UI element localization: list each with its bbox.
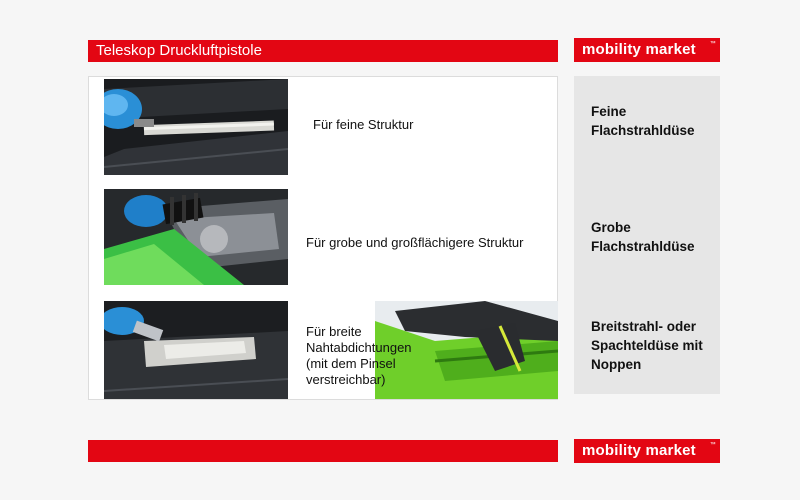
row-description: Für feine Struktur [313, 117, 414, 132]
brand-logo-bottom [574, 439, 720, 463]
title-bar [88, 40, 558, 62]
nozzle-label-line: Flachstrahldüse [591, 239, 695, 254]
row-description: Für grobe und großflächigere Struktur [306, 235, 524, 250]
description-line: verstreichbar) [306, 372, 386, 387]
row-description-wide-seam [306, 324, 412, 388]
brand-logo-top [574, 38, 720, 62]
nozzle-label-line: Noppen [591, 357, 642, 372]
footer-bar [88, 440, 558, 462]
nozzle-label-line: Breitstrahl- oder [591, 319, 697, 334]
trademark-mark: ™ [709, 442, 716, 448]
description-line: Nahtabdichtungen [306, 340, 412, 355]
nozzle-label-fine [591, 102, 716, 140]
trademark-mark: ™ [709, 41, 716, 47]
wide-seam-nozzle-photo [104, 301, 288, 399]
nozzle-type-panel [574, 76, 720, 394]
nozzle-label-line: Grobe [591, 220, 631, 235]
nozzle-label-line: Feine [591, 104, 627, 119]
description-line: Für breite [306, 324, 362, 339]
content-panel [88, 76, 558, 400]
fine-structure-nozzle-photo [104, 79, 288, 175]
coarse-structure-nozzle-photo [104, 189, 288, 285]
nozzle-label-line: Flachstrahldüse [591, 123, 695, 138]
brand-name: mobility market [582, 41, 696, 58]
nozzle-label-wide [591, 317, 716, 374]
page-title: Teleskop Druckluftpistole [96, 42, 262, 59]
nozzle-label-line: Spachteldüse mit [591, 338, 703, 353]
nozzle-label-coarse [591, 218, 716, 256]
brand-name: mobility market [582, 442, 696, 459]
description-line: (mit dem Pinsel [306, 356, 396, 371]
